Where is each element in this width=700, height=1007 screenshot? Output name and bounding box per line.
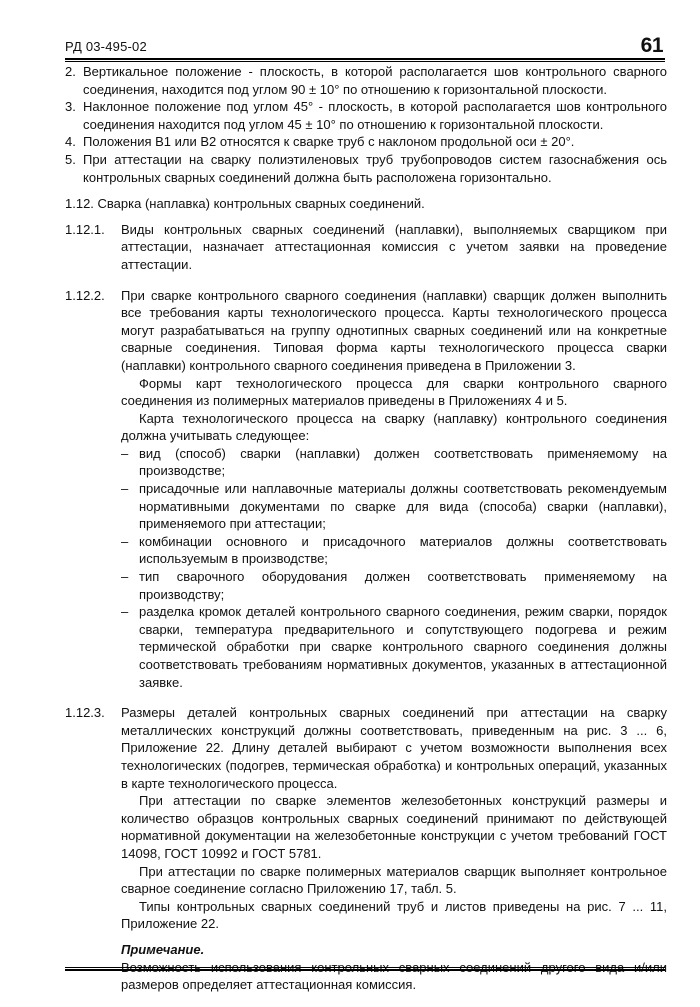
subsection-text: Размеры деталей контрольных сварных соединений при аттестации на сварку металлических конструкций должны соответствовать, приведенным на рис. 3 ... 6, Приложение 22. Длину деталей выбирают с учетом возможности выполнения всех технологических (подогрев, термическая обработка) и контрольных операций, указанных в карте технологического процесса.: [121, 705, 667, 791]
subsection-text: Виды контрольных сварных соединений (наплавки), выполняемых сварщиком при аттестации, назначает аттестационная комиссия с учетом заявки на проведение аттестации.: [121, 221, 667, 272]
dash-marker: –: [121, 481, 129, 497]
list-item: [65, 151, 667, 186]
list-item: [65, 98, 667, 133]
subsection-number: 1.12.3.: [65, 705, 105, 721]
subsection-text: При сварке контрольного сварного соединения (наплавки) сварщик должен выполнить все требования карты технологического процесса. Карты технологического процесса могут разрабатываться на группу однотипных сварных соединений или на конкретные сварные соединения. Типовая форма карты технологического процесса сварки (наплавки) контрольного сварного соединения приведена в Приложении 3.: [121, 287, 667, 373]
page-header: [65, 30, 665, 58]
list-item-text: Положения В1 или В2 относятся к сварке труб с наклоном продольной оси ± 20°.: [83, 134, 575, 150]
section-title: 1.12. Сварка (наплавка) контрольных сварных соединений.: [65, 196, 425, 212]
list-item-text: Вертикальное положение - плоскость, в которой располагается шов контрольного сварного соединения, находится под углом 90 ± 10° по отношению к горизонтальной плоскости.: [83, 64, 667, 97]
page-number: 61: [640, 34, 663, 57]
subsection-1-12-2: [65, 287, 667, 375]
paragraph: При аттестации по сварке полимерных материалов сварщик выполняет контрольное сварное соединение согласно Приложению 17, табл. 5.: [121, 863, 667, 897]
subsection-number: 1.12.1.: [65, 221, 105, 237]
dash-marker: –: [121, 445, 129, 461]
list-item-number: 3.: [65, 99, 76, 115]
list-item-text: тип сварочного оборудования должен соответствовать применяемому на производству;: [139, 569, 667, 602]
list-item: [121, 533, 667, 568]
list-item: [121, 480, 667, 533]
paragraph: При аттестации по сварке элементов железобетонных конструкций размеры и количество образцов контрольных сварных соединений принимают по действующей нормативной документации на железобетонные конструкции с учетом требований ГОСТ 14098, ГОСТ 10992 и ГОСТ 5781.: [121, 793, 667, 861]
list-item: [121, 568, 667, 603]
footer-divider: [65, 967, 665, 971]
requirements-list: [65, 445, 667, 691]
list-item-number: 4.: [65, 134, 76, 150]
dash-marker: –: [121, 533, 129, 549]
list-item-text: вид (способ) сварки (наплавки) должен соответствовать применяемому на производстве;: [139, 445, 667, 479]
document-code: РД 03-495-02: [65, 39, 147, 54]
page-body: [65, 63, 667, 994]
dash-marker: –: [121, 604, 129, 620]
paragraph: Формы карт технологического процесса для сварки контрольного сварного соединения из полимерных материалов приведены в Приложениях 4 и 5.: [121, 375, 667, 409]
list-item: [121, 603, 667, 691]
list-item-number: 2.: [65, 64, 76, 79]
subsection-1-12-3: [65, 704, 667, 792]
paragraph: Карта технологического процесса на сварку (наплавку) контрольного соединения должна учитывать следующее:: [121, 410, 667, 444]
list-item-text: комбинации основного и присадочного материалов должны соответствовать используемым в производстве;: [139, 533, 667, 567]
header-divider: [65, 58, 665, 62]
list-item-text: разделка кромок деталей контрольного сварного соединения, режим сварки, порядок сварки, температура предварительного и сопутствующего подогрева и режим термической обработки при сварке контрольного сварного соединения должны соответствовать требованиям нормативных документов, указанных в аттестационной заявке.: [139, 604, 667, 690]
list-item: [121, 445, 667, 480]
subsection-number: 1.12.2.: [65, 287, 105, 303]
dash-marker: –: [121, 569, 129, 585]
list-item: [65, 133, 667, 151]
note-text: Возможность использования контрольных сварных соединений другого вида и/или размеров определяет аттестационная комиссия.: [121, 959, 667, 993]
note-title: Примечание.: [121, 941, 205, 957]
list-item-number: 5.: [65, 151, 76, 167]
paragraph: Типы контрольных сварных соединений труб и листов приведены на рис. 7 ... 11, Приложение 22.: [121, 898, 667, 932]
list-item-text: присадочные или наплавочные материалы должны соответствовать рекомендуемым нормативными документами по сварке для вида (способа) сварки (наплавки), применяемого при аттестации;: [139, 481, 667, 532]
list-item-text: Наклонное положение под углом 45° - плоскость, в которой располагается шов контрольного соединения находится под углом 45 ± 10° по отношению к горизонтальной плоскости.: [83, 99, 667, 132]
list-item: [65, 63, 667, 98]
subsection-1-12-1: [65, 221, 667, 274]
list-item-text: При аттестации на сварку полиэтиленовых труб трубопроводов систем газоснабжения ось контрольных сварных соединений должна быть расположена горизонтально.: [83, 151, 667, 185]
